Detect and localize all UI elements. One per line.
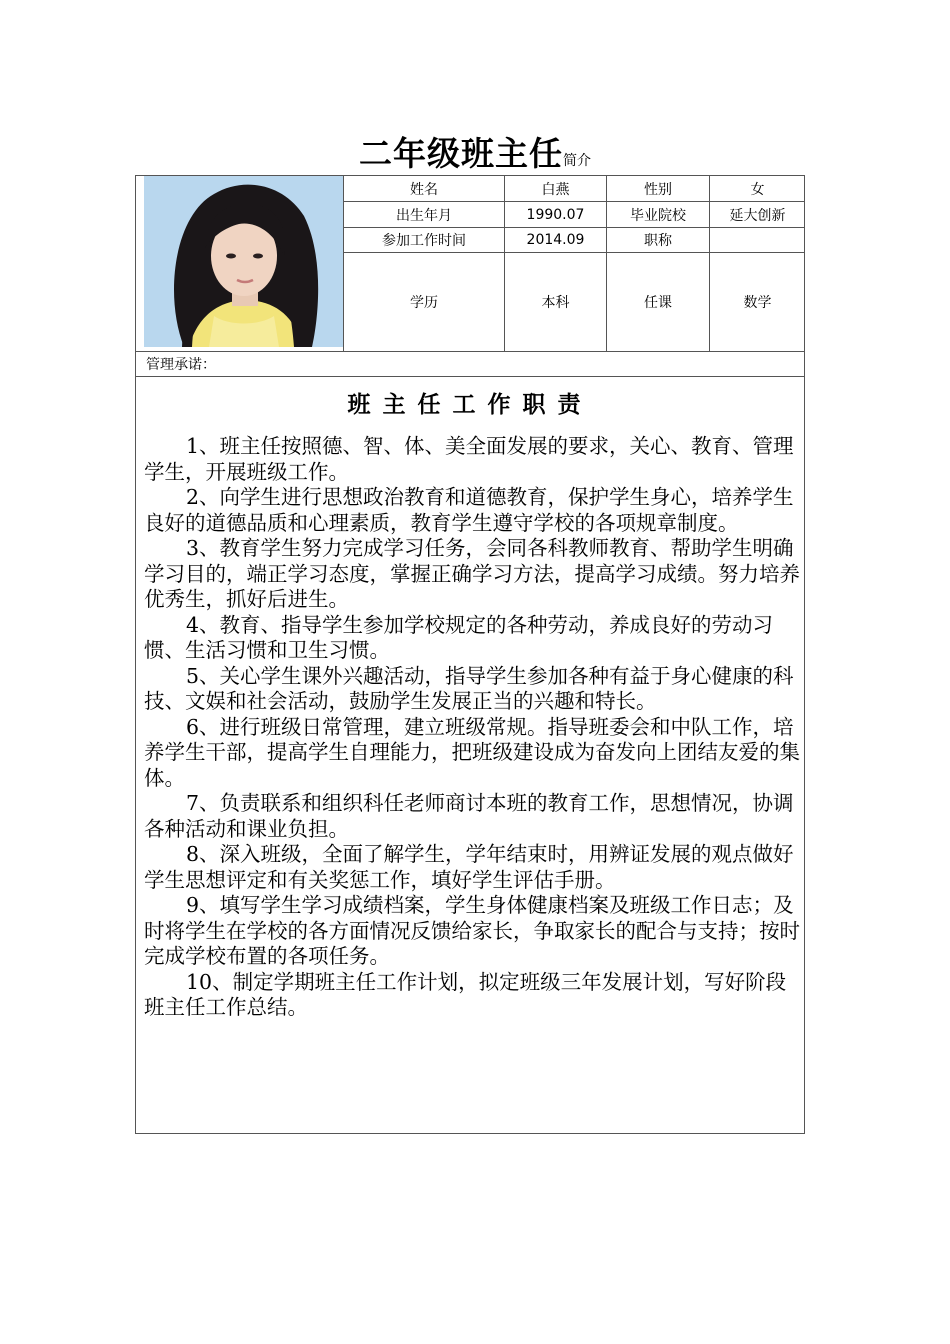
education-label: 学历 bbox=[410, 295, 438, 311]
title-sub: 简介 bbox=[563, 153, 591, 169]
duties-list bbox=[144, 434, 800, 1021]
duty-item: 6、进行班级日常管理，建立班级常规。指导班委会和中队工作，培养学生干部，提高学生自理能力，把班级建设成为奋发向上团结友爱的集体。 bbox=[144, 714, 800, 790]
duty-item: 4、教育、指导学生参加学校规定的各种劳动，养成良好的劳动习惯、生活习惯和卫生习惯。 bbox=[144, 612, 774, 662]
job-title-value bbox=[710, 228, 805, 252]
school-value: 延大创新 bbox=[729, 207, 786, 224]
title-main: 二年级班主任 bbox=[359, 134, 563, 173]
gender-label: 性别 bbox=[644, 181, 672, 198]
duty-item: 9、填写学生学习成绩档案，学生身体健康档案及班级工作日志；及时将学生在学校的各方面情况反馈给家长，争取家长的配合与支持；按时完成学校布置的各项任务。 bbox=[144, 893, 800, 968]
name-label: 姓名 bbox=[410, 181, 438, 198]
work-start-label: 参加工作时间 bbox=[382, 233, 466, 249]
birth-label: 出生年月 bbox=[396, 207, 452, 224]
duty-item: 10、制定学期班主任工作计划，拟定班级三年发展计划，写好阶段班主任工作总结。 bbox=[144, 969, 787, 1019]
job-title-label: 职称 bbox=[644, 233, 672, 249]
subject-value: 数学 bbox=[743, 295, 772, 311]
portrait-photo bbox=[144, 176, 343, 347]
birth-value: 1990.07 bbox=[526, 206, 585, 223]
duty-item: 2、向学生进行思想政治教育和道德教育，保护学生身心，培养学生良好的道德品质和心理素质，教育学生遵守学校的各项规章制度。 bbox=[144, 485, 794, 535]
education-value: 本科 bbox=[541, 295, 570, 311]
gender-value: 女 bbox=[750, 181, 765, 198]
duties-heading: 班主任工作职责 bbox=[347, 392, 593, 418]
commitment-label: 管理承诺： bbox=[146, 357, 216, 373]
duty-item: 7、负责联系和组织科任老师商讨本班的教育工作，思想情况，协调各种活动和课业负担。 bbox=[144, 791, 794, 841]
duty-item: 3、教育学生努力完成学习任务，会同各科教师教育、帮助学生明确学习目的，端正学习态度，掌握正确学习方法，提高学习成绩。努力培养优秀生，抓好后进生。 bbox=[144, 536, 800, 611]
school-label: 毕业院校 bbox=[630, 207, 686, 224]
duty-item: 8、深入班级，全面了解学生，学年结束时，用辨证发展的观点做好学生思想评定和有关奖惩工作，填好学生评估手册。 bbox=[144, 842, 794, 892]
subject-label: 任课 bbox=[644, 295, 672, 311]
work-start-value: 2014.09 bbox=[526, 232, 585, 248]
duty-item: 5、关心学生课外兴趣活动，指导学生参加各种有益于身心健康的科技、文娱和社会活动，鼓励学生发展正当的兴趣和特长。 bbox=[144, 663, 794, 713]
duty-item: 1、班主任按照德、智、体、美全面发展的要求，关心、教育、管理学生，开展班级工作。 bbox=[144, 434, 794, 484]
name-value: 白燕 bbox=[541, 181, 570, 198]
profile-form bbox=[135, 175, 805, 1134]
page-title bbox=[0, 128, 950, 175]
